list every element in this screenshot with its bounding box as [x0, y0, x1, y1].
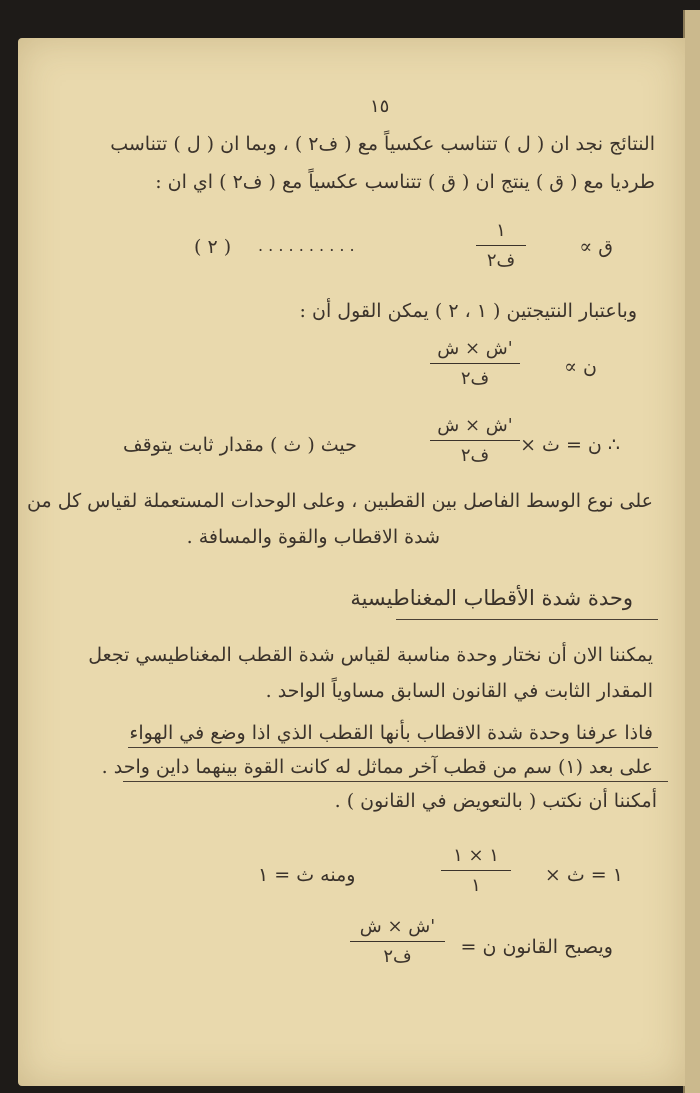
eq5-fraction-bar	[350, 941, 445, 942]
eq5-fraction	[350, 916, 445, 967]
book-spine	[683, 10, 700, 1093]
eq1-numerator: ١	[496, 220, 506, 241]
text-line-8: فاذا عرفنا وحدة شدة الاقطاب بأنها القطب الذي اذا وضع في الهواء	[129, 722, 653, 744]
eq5-denominator: ف٢	[383, 946, 412, 967]
underline-line-8	[128, 747, 658, 748]
section-heading: وحدة شدة الأقطاب المغناطيسية	[350, 586, 633, 610]
eq4-denominator: ١	[471, 875, 481, 896]
text-line-4: على نوع الوسط الفاصل بين القطبين ، وعلى الوحدات المستعملة لقياس كل من	[27, 490, 653, 512]
eq1-dots: . . . . . . . . . .	[258, 236, 355, 255]
eq5-lhs: ويصبح القانون ن =	[460, 936, 613, 958]
page-number: ١٥	[370, 96, 390, 117]
eq3-denominator: ف٢	[460, 445, 490, 466]
eq1-label: ( ٢ )	[194, 236, 232, 258]
eq2-fraction-bar	[430, 363, 520, 364]
eq3-numerator: ش × ش'	[437, 415, 513, 436]
eq4-fraction	[441, 845, 511, 896]
eq3-lhs: ∴ ن = ث ×	[520, 434, 620, 456]
book-page	[18, 38, 685, 1086]
eq1-lhs: ق ∝	[579, 236, 613, 258]
text-line-9: على بعد (١) سم من قطب آخر مماثل له كانت القوة بينهما داين واحد .	[101, 756, 653, 778]
text-line-5: شدة الاقطاب والقوة والمسافة .	[186, 526, 440, 548]
text-line-7: المقدار الثابت في القانون السابق مساوياً الواحد .	[265, 680, 653, 702]
text-line-2: طرديا مع ( ق ) ينتج ان ( ق ) تتناسب عكسياً مع ( ف٢ ) اي ان :	[155, 171, 655, 193]
eq1-fraction	[476, 220, 526, 271]
text-line-3: وباعتبار النتيجتين ( ١ ، ٢ ) يمكن القول أن :	[299, 300, 637, 322]
eq1-denominator: ف٢	[486, 250, 516, 271]
text-line-6: يمكننا الان أن نختار وحدة مناسبة لقياس شدة القطب المغناطيسي تجعل	[88, 644, 653, 666]
eq2-numerator: ش × ش'	[437, 338, 513, 359]
eq3-fraction	[430, 415, 520, 466]
eq2-fraction	[430, 338, 520, 389]
underline-line-9	[123, 781, 668, 782]
eq2-lhs: ن ∝	[564, 356, 597, 378]
eq4-rest: ومنه ث = ١	[258, 864, 356, 886]
text-line-10: أمكننا أن نكتب ( بالتعويض في القانون ) .	[334, 790, 657, 812]
eq4-fraction-bar	[441, 870, 511, 871]
eq3-rest: حيث ( ث ) مقدار ثابت يتوقف	[123, 434, 357, 456]
eq5-numerator: ش × ش'	[359, 916, 436, 937]
eq1-fraction-bar	[476, 245, 526, 246]
eq3-fraction-bar	[430, 440, 520, 441]
text-line-1: النتائج نجد ان ( ل ) تتناسب عكسياً مع ( ف٢ ) ، وبما ان ( ل ) تتناسب	[110, 133, 655, 155]
heading-underline	[396, 619, 658, 620]
eq4-lhs: ١ = ث ×	[544, 864, 623, 886]
eq2-denominator: ف٢	[460, 368, 490, 389]
eq4-numerator: ١ × ١	[453, 845, 499, 866]
